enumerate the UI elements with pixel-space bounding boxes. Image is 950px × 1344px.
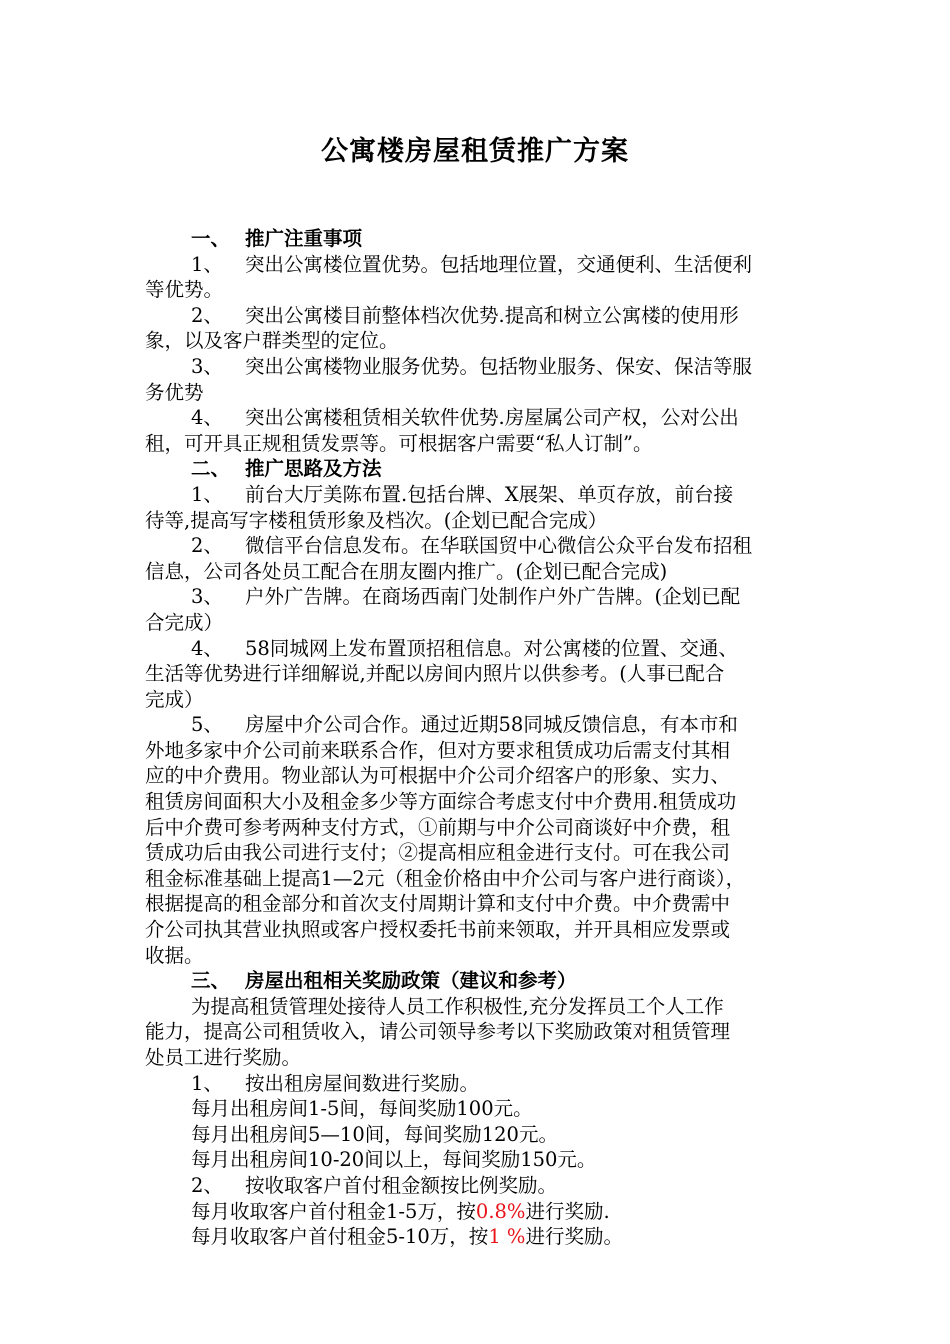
item-text-continued: 外地多家中介公司前来联系合作，但对方要求租赁成功后需支付其相 [145,738,731,762]
item-text-continued: 应的中介费用。物业部认为可根据中介公司介绍客户的形象、实力、 [145,764,731,788]
item-text-continued: 完成） [145,687,204,711]
item-number: 2、 [191,534,223,558]
item-number: 1、 [191,482,223,506]
item-number: 3、 [191,585,223,609]
paragraph-line: 能力，提高公司租赁收入，请公司领导参考以下奖励政策对租赁管理 [145,1020,731,1044]
item-text: 前台大厅美陈布置.包括台牌、X展架、单页存放，前台接 [245,482,734,506]
item-text: 突出公寓楼租赁相关软件优势.房屋属公司产权，公对公出 [245,406,739,430]
item-text-continued: 信息，公司各处员工配合在朋友圈内推广。(企划已配合完成) [145,559,668,583]
item-text-continued: 合完成） [145,610,224,634]
list-item [145,405,845,431]
item-number: 4、 [191,636,223,660]
item-text-continued: 租，可开具正规租赁发票等。可根据客户需要“私人订制”。 [145,431,653,455]
item-number: 4、 [191,406,223,430]
reward-rule: 每月出租房间5—10间，每间奖励120元。 [191,1122,558,1146]
list-item [145,354,845,380]
rate-highlight: 0.8% [475,1199,526,1223]
list-item [145,1173,845,1199]
section-1-heading [145,226,845,252]
reward-rule: 每月出租房间1-5间，每间奖励100元。 [191,1097,533,1121]
list-item [145,482,845,508]
item-text-continued: 务优势 [145,380,204,404]
document-title: 公寓楼房屋租赁推广方案 [321,136,629,167]
item-text-continued: 根据提高的租金部分和首次支付周期计算和支付中介费。中介费需中 [145,892,731,916]
rule-prefix: 每月收取客户首付租金5-10万，按 [191,1225,489,1249]
section-2-heading [145,456,845,482]
reward-rule [145,1224,845,1250]
item-text: 突出公寓楼目前整体档次优势.提高和树立公寓楼的使用形 [245,303,739,327]
item-text-continued: 待等,提高写字楼租赁形象及档次。(企划已配合完成） [145,508,608,532]
list-item [145,636,845,662]
item-number: 1、 [191,252,223,276]
item-text: 突出公寓楼物业服务优势。包括物业服务、保安、保洁等服 [245,354,753,378]
item-number: 1、 [191,1071,223,1095]
rate-highlight: 1 % [488,1225,526,1249]
item-text-continued: 赁成功后由我公司进行支付；②提高相应租金进行支付。可在我公司 [145,841,731,865]
item-text-continued: 租金标准基础上提高1—2元（租金价格由中介公司与客户进行商谈）， [145,866,746,890]
list-item [145,252,845,278]
item-text-continued: 象，以及客户群类型的定位。 [145,329,399,353]
item-text: 58同城网上发布置顶招租信息。对公寓楼的位置、交通、 [245,636,738,660]
item-text-continued: 介公司执其营业执照或客户授权委托书前来领取，并开具相应发票或 [145,918,731,942]
list-item [145,584,845,610]
item-text-continued: 等优势。 [145,278,224,302]
paragraph-line: 处员工进行奖励。 [145,1046,302,1069]
item-text-continued: 后中介费可参考两种支付方式，①前期与中介公司商谈好中介费，租 [145,815,731,839]
item-text: 户外广告牌。在商场西南门处制作户外广告牌。(企划已配 [245,585,741,609]
list-item [145,303,845,329]
reward-rule [145,1199,845,1225]
item-text: 按出租房屋间数进行奖励。 [245,1071,480,1095]
item-text-continued: 租赁房间面积大小及租金多少等方面综合考虑支付中介费用.租赁成功 [145,790,737,814]
item-text: 房屋中介公司合作。通过近期58同城反馈信息，有本市和 [245,713,738,737]
list-item [145,1071,845,1097]
section-title: 推广注重事项 [245,227,363,250]
section-number: 三、 [191,969,231,993]
item-text-continued: 生活等优势进行详细解说,并配以房间内照片以供参考。(人事已配合 [145,662,725,686]
item-text: 微信平台信息发布。在华联国贸中心微信公众平台发布招租 [245,534,753,558]
item-text: 按收取客户首付租金额按比例奖励。 [245,1173,558,1197]
section-title: 推广思路及方法 [245,457,382,481]
paragraph-line: 为提高租赁管理处接待人员工作积极性,充分发挥员工个人工作 [191,994,724,1018]
list-item [145,533,845,559]
rule-suffix: 进行奖励。 [525,1225,623,1249]
item-number: 2、 [191,303,223,327]
rule-prefix: 每月收取客户首付租金1-5万，按 [191,1199,476,1223]
reward-rule: 每月出租房间10-20间以上，每间奖励150元。 [191,1148,597,1172]
item-number: 2、 [191,1173,223,1197]
rule-suffix: 进行奖励. [525,1199,610,1223]
document-body [145,226,845,1250]
item-number: 5、 [191,713,223,737]
item-text-continued: 收据。 [145,943,204,967]
section-title: 房屋出租相关奖励政策（建议和参考） [245,969,577,993]
item-number: 3、 [191,354,223,378]
section-3-heading [145,968,845,994]
section-number: 二、 [191,457,231,481]
section-number: 一、 [191,227,231,250]
list-item [145,712,845,738]
item-text: 突出公寓楼位置优势。包括地理位置，交通便利、生活便利 [245,252,753,276]
